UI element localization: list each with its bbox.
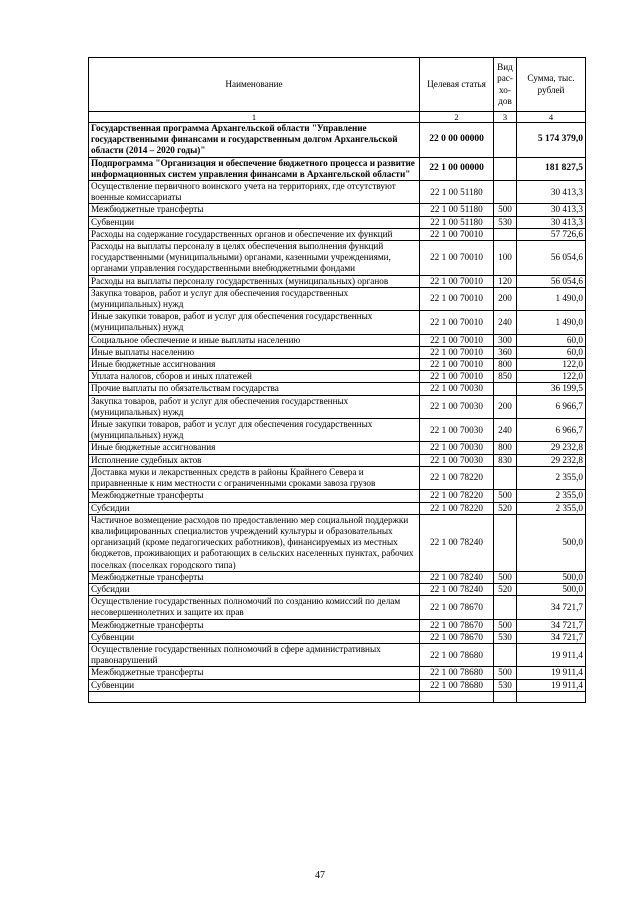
table-row <box>89 123 586 158</box>
row-type-cell <box>494 157 517 180</box>
row-type-cell: 800 <box>494 359 517 371</box>
row-type-cell: 500 <box>494 571 517 583</box>
row-type-cell: 520 <box>494 583 517 595</box>
row-sum-cell: 36 199,5 <box>517 383 586 395</box>
row-sum-cell: 34 721,7 <box>517 619 586 631</box>
row-sum-cell: 30 413,3 <box>517 181 586 204</box>
table-row <box>89 619 586 631</box>
row-code-cell: 22 1 00 70010 <box>420 287 494 310</box>
table-row <box>89 216 586 228</box>
row-code-cell: 22 1 00 78680 <box>420 643 494 666</box>
table-row <box>89 667 586 679</box>
row-type-cell <box>494 383 517 395</box>
row-sum-cell: 5 174 379,0 <box>517 123 586 158</box>
row-name-cell: Частичное возмещение расходов по предоставлению мер социальной поддержки квалифицированных специалистов учреждений культуры и образовательных организаций (кроме педагогических работников), финансируемых из местных бюджетов, проживающих и работающих в сельских населенных пунктах, рабочих поселках (поселках городского типа) <box>89 514 420 571</box>
blank-row <box>89 691 586 702</box>
row-code-cell: 22 1 00 78670 <box>420 619 494 631</box>
table-row <box>89 334 586 346</box>
row-name-cell: Субвенции <box>89 216 420 228</box>
row-code-cell: 22 1 00 78220 <box>420 466 494 489</box>
table-row <box>89 157 586 180</box>
table-row <box>89 571 586 583</box>
row-code-cell: 22 1 00 70010 <box>420 334 494 346</box>
row-name-cell: Межбюджетные трансферты <box>89 204 420 216</box>
row-sum-cell: 2 355,0 <box>517 490 586 502</box>
page-number: 47 <box>315 870 325 881</box>
row-sum-cell: 60,0 <box>517 334 586 346</box>
row-name-cell: Межбюджетные трансферты <box>89 667 420 679</box>
row-code-cell: 22 1 00 51180 <box>420 216 494 228</box>
row-type-cell: 500 <box>494 204 517 216</box>
table-row <box>89 679 586 691</box>
row-sum-cell: 34 721,7 <box>517 596 586 619</box>
row-name-cell: Социальное обеспечение и иные выплаты населению <box>89 334 420 346</box>
row-name-cell: Осуществление первичного воинского учета на территориях, где отсутствуют военные комиссариаты <box>89 181 420 204</box>
row-code-cell: 22 0 00 00000 <box>420 123 494 158</box>
row-name-cell: Расходы на выплаты персоналу в целях обеспечения выполнения функций государственными (муниципальными) органами, казенными учреждениями, органами управления государственными внебюджетными фондами <box>89 241 420 276</box>
row-name-cell: Субвенции <box>89 679 420 691</box>
row-code-cell: 22 1 00 78220 <box>420 502 494 514</box>
row-sum-cell: 1 490,0 <box>517 287 586 310</box>
table-row <box>89 241 586 276</box>
row-type-cell: 530 <box>494 216 517 228</box>
row-sum-cell: 19 911,4 <box>517 679 586 691</box>
table-row <box>89 643 586 666</box>
table-row <box>89 631 586 643</box>
row-sum-cell: 1 490,0 <box>517 311 586 334</box>
row-type-cell: 500 <box>494 619 517 631</box>
row-sum-cell: 500,0 <box>517 571 586 583</box>
table-row <box>89 371 586 383</box>
row-name-cell: Межбюджетные трансферты <box>89 490 420 502</box>
row-name-cell: Иные закупки товаров, работ и услуг для обеспечения государственных (муниципальных) нужд <box>89 419 420 442</box>
row-sum-cell: 122,0 <box>517 359 586 371</box>
row-name-cell: Исполнение судебных актов <box>89 454 420 466</box>
row-type-cell <box>494 643 517 666</box>
row-code-cell: 22 1 00 70010 <box>420 275 494 287</box>
row-name-cell: Закупка товаров, работ и услуг для обеспечения государственных (муниципальных) нужд <box>89 287 420 310</box>
row-sum-cell: 500,0 <box>517 583 586 595</box>
table-row <box>89 395 586 418</box>
row-type-cell: 500 <box>494 667 517 679</box>
row-name-cell: Межбюджетные трансферты <box>89 571 420 583</box>
row-code-cell: 22 1 00 70010 <box>420 346 494 358</box>
table-row <box>89 204 586 216</box>
table-row <box>89 490 586 502</box>
row-code-cell: 22 1 00 70030 <box>420 454 494 466</box>
row-sum-cell: 57 726,6 <box>517 228 586 240</box>
row-sum-cell: 56 054,6 <box>517 241 586 276</box>
row-code-cell: 22 1 00 78670 <box>420 596 494 619</box>
row-type-cell: 530 <box>494 631 517 643</box>
row-type-cell: 850 <box>494 371 517 383</box>
blank-cell <box>420 691 494 702</box>
row-name-cell: Государственная программа Архангельской области "Управление государственными финансами и государственным долгом Архангельской области (2014 – 2020 годы)" <box>89 123 420 158</box>
row-type-cell <box>494 181 517 204</box>
row-type-cell: 500 <box>494 490 517 502</box>
row-name-cell: Доставка муки и лекарственных средств в районы Крайнего Севера и приравненные к ним местности с ограниченными сроками завоза грузов <box>89 466 420 489</box>
table-row <box>89 466 586 489</box>
row-sum-cell: 30 413,3 <box>517 216 586 228</box>
row-code-cell: 22 1 00 70030 <box>420 442 494 454</box>
row-type-cell: 240 <box>494 419 517 442</box>
row-name-cell: Осуществление государственных полномочий по созданию комиссий по делам несовершеннолетних и защите их прав <box>89 596 420 619</box>
row-sum-cell: 6 966,7 <box>517 419 586 442</box>
row-type-cell <box>494 514 517 571</box>
row-name-cell: Подпрограмма "Организация и обеспечение бюджетного процесса и развитие информационных систем управления финансами в Архангельской области" <box>89 157 420 180</box>
table-row <box>89 275 586 287</box>
row-code-cell: 22 1 00 78240 <box>420 583 494 595</box>
table-header-row <box>89 58 586 112</box>
table-row <box>89 181 586 204</box>
row-code-cell: 22 1 00 70010 <box>420 228 494 240</box>
row-code-cell: 22 1 00 70010 <box>420 311 494 334</box>
row-sum-cell: 2 355,0 <box>517 466 586 489</box>
blank-cell <box>494 691 517 702</box>
row-code-cell: 22 1 00 70030 <box>420 419 494 442</box>
row-code-cell: 22 1 00 78240 <box>420 571 494 583</box>
column-number: 4 <box>517 112 586 123</box>
row-sum-cell: 34 721,7 <box>517 631 586 643</box>
row-type-cell: 200 <box>494 395 517 418</box>
row-code-cell: 22 1 00 78680 <box>420 679 494 691</box>
row-code-cell: 22 1 00 70030 <box>420 395 494 418</box>
table-row <box>89 502 586 514</box>
row-name-cell: Уплата налогов, сборов и иных платежей <box>89 371 420 383</box>
column-number-row <box>89 112 586 123</box>
row-sum-cell: 56 054,6 <box>517 275 586 287</box>
column-number: 1 <box>89 112 420 123</box>
row-type-cell: 360 <box>494 346 517 358</box>
row-name-cell: Межбюджетные трансферты <box>89 619 420 631</box>
row-type-cell: 530 <box>494 679 517 691</box>
row-type-cell <box>494 228 517 240</box>
table-row <box>89 346 586 358</box>
row-sum-cell: 19 911,4 <box>517 643 586 666</box>
row-type-cell: 240 <box>494 311 517 334</box>
row-type-cell <box>494 466 517 489</box>
row-type-cell: 800 <box>494 442 517 454</box>
row-name-cell: Прочие выплаты по обязательствам государства <box>89 383 420 395</box>
table-row <box>89 383 586 395</box>
row-sum-cell: 2 355,0 <box>517 502 586 514</box>
row-sum-cell: 500,0 <box>517 514 586 571</box>
table-row <box>89 311 586 334</box>
header-name: Наименование <box>89 58 420 112</box>
row-code-cell: 22 1 00 70010 <box>420 371 494 383</box>
budget-table <box>88 57 586 703</box>
table-row <box>89 287 586 310</box>
column-number: 3 <box>494 112 517 123</box>
row-code-cell: 22 1 00 00000 <box>420 157 494 180</box>
blank-cell <box>89 691 420 702</box>
row-name-cell: Иные закупки товаров, работ и услуг для обеспечения государственных (муниципальных) нужд <box>89 311 420 334</box>
row-name-cell: Субсидии <box>89 583 420 595</box>
row-sum-cell: 19 911,4 <box>517 667 586 679</box>
table-row <box>89 583 586 595</box>
row-type-cell: 830 <box>494 454 517 466</box>
row-name-cell: Закупка товаров, работ и услуг для обеспечения государственных (муниципальных) нужд <box>89 395 420 418</box>
row-sum-cell: 29 232,8 <box>517 454 586 466</box>
row-type-cell: 120 <box>494 275 517 287</box>
row-name-cell: Субвенции <box>89 631 420 643</box>
row-name-cell: Субсидии <box>89 502 420 514</box>
table-row <box>89 419 586 442</box>
row-code-cell: 22 1 00 51180 <box>420 204 494 216</box>
header-sum: Сумма, тыс. рублей <box>517 58 586 112</box>
row-sum-cell: 122,0 <box>517 371 586 383</box>
row-code-cell: 22 1 00 78220 <box>420 490 494 502</box>
row-sum-cell: 60,0 <box>517 346 586 358</box>
table-row <box>89 359 586 371</box>
blank-cell <box>517 691 586 702</box>
table-row <box>89 454 586 466</box>
column-number: 2 <box>420 112 494 123</box>
table-row <box>89 228 586 240</box>
header-code: Целевая статья <box>420 58 494 112</box>
row-sum-cell: 6 966,7 <box>517 395 586 418</box>
row-type-cell: 520 <box>494 502 517 514</box>
row-type-cell: 200 <box>494 287 517 310</box>
row-name-cell: Осуществление государственных полномочий в сфере административных правонарушений <box>89 643 420 666</box>
row-type-cell: 100 <box>494 241 517 276</box>
row-type-cell <box>494 596 517 619</box>
row-type-cell: 300 <box>494 334 517 346</box>
table-row <box>89 514 586 571</box>
row-code-cell: 22 1 00 51180 <box>420 181 494 204</box>
row-code-cell: 22 1 00 70030 <box>420 383 494 395</box>
row-code-cell: 22 1 00 78680 <box>420 667 494 679</box>
row-code-cell: 22 1 00 78240 <box>420 514 494 571</box>
row-name-cell: Расходы на содержание государственных органов и обеспечение их функций <box>89 228 420 240</box>
row-name-cell: Иные выплаты населению <box>89 346 420 358</box>
header-type: Вид рас-хо-дов <box>494 58 517 112</box>
row-sum-cell: 181 827,5 <box>517 157 586 180</box>
row-name-cell: Расходы на выплаты персоналу государственных (муниципальных) органов <box>89 275 420 287</box>
budget-table-container <box>88 57 585 703</box>
row-code-cell: 22 1 00 70010 <box>420 359 494 371</box>
row-name-cell: Иные бюджетные ассигнования <box>89 359 420 371</box>
table-row <box>89 596 586 619</box>
row-sum-cell: 29 232,8 <box>517 442 586 454</box>
row-type-cell <box>494 123 517 158</box>
row-sum-cell: 30 413,3 <box>517 204 586 216</box>
row-code-cell: 22 1 00 70010 <box>420 241 494 276</box>
row-name-cell: Иные бюджетные ассигнования <box>89 442 420 454</box>
table-row <box>89 442 586 454</box>
row-code-cell: 22 1 00 78670 <box>420 631 494 643</box>
